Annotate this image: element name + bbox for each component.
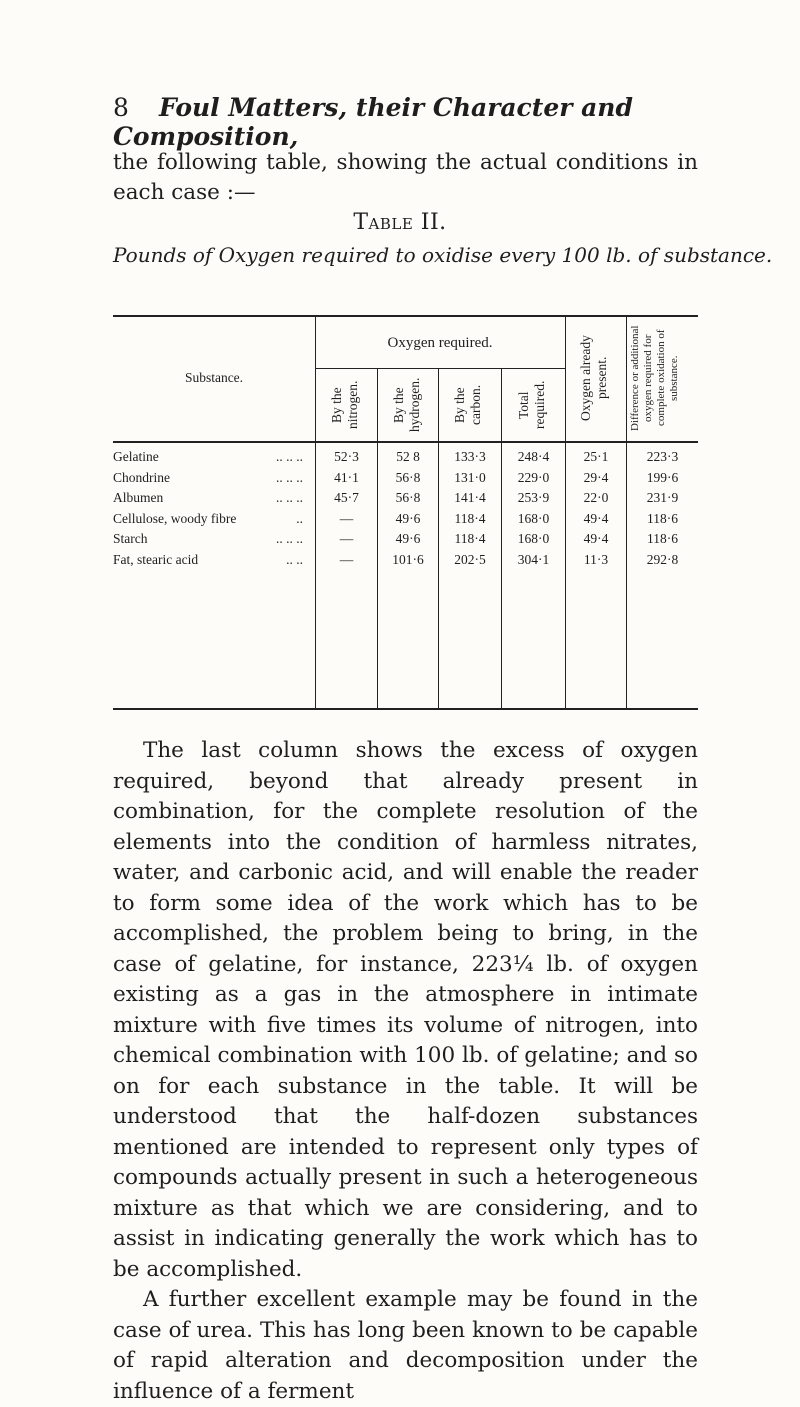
cell-carbon: 118·4 [454, 510, 486, 526]
header-total: Total required. [516, 380, 547, 430]
substance-name: Albumen [113, 490, 164, 505]
cell-nitrogen: 52·3 [334, 449, 359, 464]
cell-carbon: 141·4 [454, 490, 486, 505]
table-row-label [113, 511, 303, 527]
cell-difference: 199·6 [646, 469, 679, 485]
page-number: 8 [113, 93, 129, 122]
header-difference: Difference or additional oxygen required for complete oxidation of substance. [629, 325, 680, 431]
cell-total: 168·0 [517, 510, 550, 526]
header-substance: Substance. [184, 370, 244, 385]
cell-nitrogen: — [339, 531, 354, 546]
cell-hydrogen: 101·6 [392, 551, 424, 567]
header-oxygen-required: Oxygen required. [387, 335, 493, 351]
header-carbon: By the carbon. [452, 384, 483, 426]
table-header-rule [113, 441, 698, 443]
cell-difference: 118·6 [647, 531, 678, 546]
table-top-rule [113, 315, 698, 317]
paragraph: A further excellent example may be found in the case of urea. This has long been known to be capable of rapid alteration and decomposition under the influence of a ferment [113, 1287, 698, 1404]
cell-present: 11·3 [583, 551, 609, 567]
paragraph: The last column shows the excess of oxygen required, beyond that already present in combination, for the complete resolution of the elements into the condition of harmless nitrates, water, and carbonic acid, and will enable the reader to form some idea of the work which has to be accomplished, the problem being to bring, in the case of gelatine, for instance, 223¼ lb. of oxygen existing as a gas in the atmosphere in intimate mixture with five times its volume of nitrogen, into chemical combination with 100 lb. of gelatine; and so on for each substance in the table. It will be understood that the half-dozen substances mentioned are intended to represent only types of compounds actually present in such a heterogeneous mixture as that which we are considering, and to assist in indicating generally the work which has to be accomplished. [113, 738, 698, 1282]
cell-present: 22·0 [583, 490, 609, 505]
oxygen-table [113, 315, 698, 711]
table-row-label [113, 531, 303, 547]
header-nitrogen: By the nitrogen. [329, 380, 360, 430]
cell-difference: 118·6 [647, 510, 678, 526]
cell-nitrogen: — [339, 551, 354, 567]
table-row-label [113, 552, 303, 568]
running-title: Foul Matters, their Character and Composition, [113, 93, 633, 151]
cell-difference: 292·8 [646, 551, 679, 567]
cell-nitrogen: 41·1 [334, 469, 359, 485]
cell-hydrogen: 52 8 [396, 449, 420, 464]
cell-present: 25·1 [583, 449, 609, 464]
table-row-label [113, 449, 303, 465]
group-underline [315, 368, 565, 369]
cell-carbon: 118·4 [454, 531, 486, 546]
cell-hydrogen: 56·8 [395, 490, 421, 505]
cell-total: 253·9 [517, 490, 550, 505]
cell-present: 49·4 [583, 510, 609, 526]
table-bottom-rule [113, 708, 698, 710]
body-text [113, 736, 698, 1407]
substance-name: Fat, stearic acid [113, 551, 199, 567]
dot-leader: .. .. .. [276, 449, 303, 464]
substance-name: Cellulose, woody fibre [113, 510, 237, 526]
header-hydrogen: By the hydrogen. [391, 377, 422, 433]
table-caption: Table II. [353, 210, 447, 235]
cell-carbon: 133·3 [454, 449, 486, 464]
cell-total: 248·4 [517, 449, 550, 464]
substance-name: Chondrine [113, 469, 170, 485]
table-row-label [113, 470, 303, 486]
cell-total: 304·1 [517, 551, 550, 567]
cell-present: 49·4 [583, 531, 609, 546]
cell-carbon: 131·0 [454, 469, 486, 485]
cell-hydrogen: 49·6 [395, 510, 421, 526]
cell-difference: 223·3 [646, 449, 679, 464]
cell-present: 29·4 [583, 469, 609, 485]
cell-nitrogen: 45·7 [334, 490, 359, 505]
header-present: Oxygen already present. [578, 335, 609, 421]
dot-leader: .. .. .. [276, 490, 303, 505]
cell-total: 229·0 [517, 469, 550, 485]
cell-hydrogen: 49·6 [395, 531, 421, 546]
intro-text: the following table, showing the actual conditions in each case :— [113, 150, 698, 205]
dot-leader: .. .. .. [276, 531, 303, 546]
substance-name: Gelatine [113, 449, 159, 464]
cell-hydrogen: 56·8 [395, 469, 421, 485]
dot-leader: .. .. .. [276, 469, 303, 485]
cell-difference: 231·9 [646, 490, 679, 505]
page-header [113, 93, 713, 151]
cell-carbon: 202·5 [454, 551, 486, 567]
dot-leader: .. .. [286, 551, 303, 567]
dot-leader: .. [296, 510, 303, 526]
cell-total: 168·0 [517, 531, 550, 546]
table-row-label [113, 490, 303, 506]
substance-name: Starch [113, 531, 148, 546]
table-subtitle: Pounds of Oxygen required to oxidise every 100 lb. of substance. [113, 243, 773, 267]
cell-nitrogen: — [339, 510, 354, 526]
